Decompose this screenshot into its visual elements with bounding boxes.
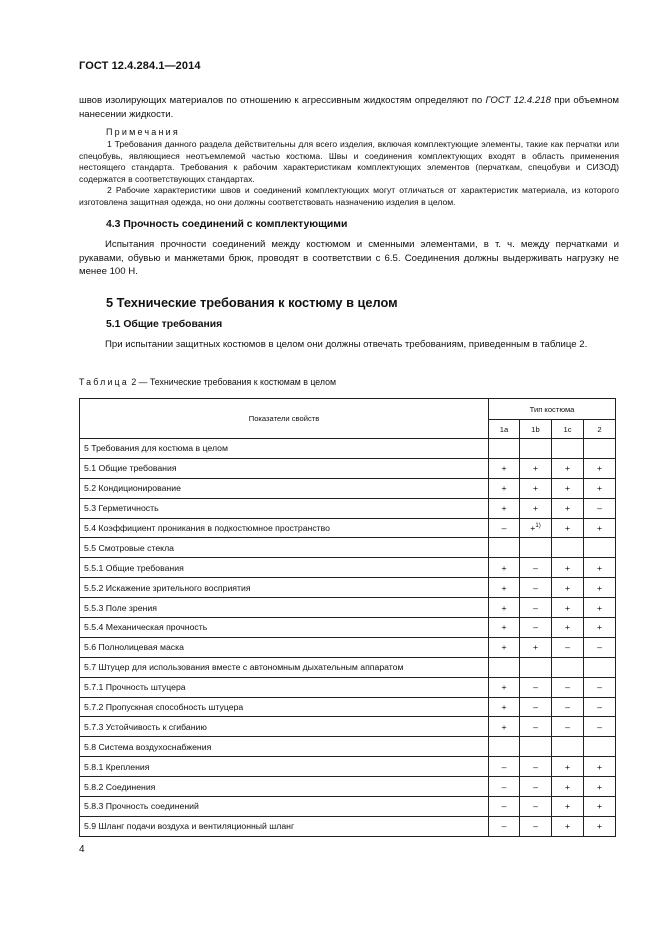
mark-cell: [489, 538, 520, 558]
mark-cell: [552, 797, 584, 817]
mark-cell: [489, 458, 520, 478]
property-column-header: Показатели свойств: [80, 399, 489, 439]
row-label: 5.4 Коэффициент проникания в подкостюмное пространство: [80, 518, 489, 538]
row-label: 5.7.1 Прочность штуцера: [80, 677, 489, 697]
table-row: [80, 777, 616, 797]
mark-cell: [584, 538, 616, 558]
table-row: [80, 598, 616, 618]
mark-cell: [552, 757, 584, 777]
mark-cell: [489, 598, 520, 618]
mark-cell: [584, 777, 616, 797]
mark-value: +: [564, 801, 571, 812]
mark-cell: [520, 816, 552, 836]
mark-value: +: [564, 483, 571, 494]
mark-cell: [552, 697, 584, 717]
mark-cell: [520, 558, 552, 578]
row-label: 5.8.2 Соединения: [80, 777, 489, 797]
mark-value: +: [596, 781, 603, 792]
mark-value: +: [564, 781, 571, 792]
mark-cell: [520, 478, 552, 498]
mark-value: –: [533, 622, 538, 633]
mark-cell: [520, 598, 552, 618]
mark-value: +: [501, 682, 507, 693]
mark-value: –: [533, 721, 538, 732]
mark-cell: [552, 717, 584, 737]
mark-value: +: [501, 463, 507, 474]
type-1c-header: 1c: [552, 420, 584, 439]
mark-cell: [489, 797, 520, 817]
mark-value: +: [564, 602, 571, 613]
mark-value: –: [533, 781, 538, 792]
mark-value: +: [501, 622, 507, 633]
mark-value: +: [532, 483, 539, 494]
mark-value: –: [533, 702, 538, 713]
row-label: 5 Требования для костюма в целом: [80, 439, 489, 459]
mark-value: +: [596, 523, 603, 533]
notes-title: Примечания: [106, 127, 180, 137]
type-2-header: 2: [584, 420, 616, 439]
mark-value: –: [501, 761, 507, 772]
mark-value: –: [597, 642, 602, 653]
mark-cell: [584, 478, 616, 498]
mark-value: –: [533, 602, 538, 613]
mark-cell: [552, 578, 584, 598]
mark-value: +: [501, 702, 507, 713]
table-row: [80, 618, 616, 638]
mark-value: –: [533, 801, 538, 812]
mark-cell: [584, 458, 616, 478]
mark-cell: [552, 558, 584, 578]
mark-cell: [520, 637, 552, 657]
mark-cell: [520, 618, 552, 638]
row-label: 5.7.3 Устойчивость к сгибанию: [80, 717, 489, 737]
row-label: 5.8 Система воздухоснабжения: [80, 737, 489, 757]
mark-cell: [552, 439, 584, 459]
section-5-1-heading: 5.1 Общие требования: [106, 319, 223, 330]
mark-cell: [520, 538, 552, 558]
mark-value: +: [564, 523, 571, 533]
table-row: [80, 538, 616, 558]
mark-cell: [584, 717, 616, 737]
row-label: 5.8.1 Крепления: [80, 757, 489, 777]
mark-cell: [584, 816, 616, 836]
mark-value: –: [501, 781, 507, 792]
note-1: 1 Требования данного раздела действительны для всего изделия, включая комплектующие элементы, такие как перчатки или спецобувь, являющиеся неотъемлемой частью костюма. Швы и соединения комплектующих входят в область применения нестоящего стандарта. Требования к рабочим характеристикам комплектующих элементов (перчаткам, спецобуви и СИЗОД) содержатся в соответствующих стандартах.: [79, 139, 619, 185]
mark-cell: [489, 439, 520, 459]
mark-cell: [584, 618, 616, 638]
mark-value: –: [597, 503, 602, 514]
table-row: [80, 439, 616, 459]
mark-value: –: [533, 562, 538, 573]
mark-value: –: [501, 821, 507, 832]
mark-value: –: [565, 702, 570, 713]
mark-cell: [584, 797, 616, 817]
mark-cell: [489, 816, 520, 836]
table-row: [80, 578, 616, 598]
mark-cell: [552, 637, 584, 657]
mark-cell: [584, 677, 616, 697]
section-4-3-text: Испытания прочности соединений между костюмом и сменными элементами, в т. ч. между перчатками и рукавами, обувью и манжетами брюк, проводят в соответствии с 6.5. Соединения должны выдерживать нагрузку не менее 100 Н.: [79, 239, 619, 277]
mark-value: –: [501, 523, 507, 533]
note-2: 2 Рабочие характеристики швов и соединений комплектующих могут отличаться от характеристик материала, из которого изготовлена защитная одежда, но они должны соответствовать назначению изделия в целом.: [79, 185, 619, 207]
mark-cell: [489, 578, 520, 598]
mark-cell: [489, 777, 520, 797]
mark-value: –: [597, 682, 602, 693]
type-1b-header: 1b: [520, 420, 552, 439]
section-5-1-text: При испытании защитных костюмов в целом они должны отвечать требованиям, приведенным в таблице 2.: [105, 339, 588, 350]
mark-value: +: [501, 503, 507, 514]
mark-value: +: [596, 602, 603, 613]
mark-value: –: [597, 702, 602, 713]
mark-cell: [552, 618, 584, 638]
mark-cell: [552, 598, 584, 618]
row-label: 5.9 Шланг подачи воздуха и вентиляционный шланг: [80, 816, 489, 836]
section-5-heading: 5 Технические требования к костюму в целом: [106, 295, 398, 310]
mark-cell: [552, 518, 584, 538]
mark-value: +: [564, 582, 571, 593]
mark-cell: [489, 498, 520, 518]
mark-cell: [489, 677, 520, 697]
table-row: [80, 558, 616, 578]
mark-value: –: [565, 642, 570, 653]
mark-cell: [584, 737, 616, 757]
mark-cell: [584, 657, 616, 677]
mark-cell: [552, 677, 584, 697]
mark-value: +: [564, 821, 571, 832]
mark-value: +: [596, 761, 603, 772]
mark-cell: [552, 816, 584, 836]
row-label: 5.1 Общие требования: [80, 458, 489, 478]
mark-cell: [520, 777, 552, 797]
mark-cell: [520, 697, 552, 717]
mark-cell: [489, 717, 520, 737]
table-row: [80, 797, 616, 817]
table-caption: Таблица 2 — Технические требования к костюмам в целом: [79, 377, 337, 387]
mark-cell: [584, 558, 616, 578]
mark-cell: [520, 717, 552, 737]
mark-value: +: [564, 562, 571, 573]
mark-cell: [552, 458, 584, 478]
mark-value: –: [533, 761, 538, 772]
mark-cell: [489, 478, 520, 498]
mark-cell: [520, 439, 552, 459]
row-label: 5.8.3 Прочность соединений: [80, 797, 489, 817]
mark-cell: [520, 458, 552, 478]
mark-value: +: [564, 622, 571, 633]
table-row: [80, 458, 616, 478]
mark-value: +: [596, 622, 603, 633]
requirements-table: [79, 398, 616, 837]
mark-value: –: [565, 682, 570, 693]
table-row: [80, 697, 616, 717]
mark-cell: [520, 657, 552, 677]
mark-cell: [584, 697, 616, 717]
mark-cell: [584, 498, 616, 518]
table-row: [80, 657, 616, 677]
mark-value: +: [596, 582, 603, 593]
mark-cell: [489, 757, 520, 777]
mark-cell: [552, 657, 584, 677]
table-row: [80, 816, 616, 836]
mark-value: –: [533, 582, 538, 593]
mark-cell: [520, 797, 552, 817]
mark-value: +: [564, 761, 571, 772]
mark-value: +: [596, 463, 603, 474]
mark-cell: [520, 498, 552, 518]
table-row: [80, 637, 616, 657]
mark-value: +: [501, 602, 507, 613]
document-header: ГОСТ 12.4.284.1—2014: [79, 60, 201, 72]
mark-value: –: [597, 721, 602, 732]
mark-value: +: [532, 503, 539, 514]
table-row: [80, 717, 616, 737]
mark-cell: [584, 598, 616, 618]
row-label: 5.5.3 Поле зрения: [80, 598, 489, 618]
row-label: 5.5.4 Механическая прочность: [80, 618, 489, 638]
mark-cell: [489, 657, 520, 677]
mark-cell: [489, 558, 520, 578]
mark-value: +: [596, 562, 603, 573]
mark-value: –: [533, 821, 538, 832]
mark-value: –: [533, 682, 538, 693]
mark-value: +: [532, 463, 539, 474]
mark-value: +: [596, 801, 603, 812]
row-label: 5.5 Смотровые стекла: [80, 538, 489, 558]
mark-value: +: [596, 821, 603, 832]
mark-value: +: [501, 582, 507, 593]
row-label: 5.2 Кондиционирование: [80, 478, 489, 498]
mark-value: +: [501, 562, 507, 573]
row-label: 5.3 Герметичность: [80, 498, 489, 518]
mark-cell: [584, 637, 616, 657]
standard-reference: ГОСТ 12.4.218: [485, 95, 551, 106]
mark-cell: [552, 737, 584, 757]
row-label: 5.5.1 Общие требования: [80, 558, 489, 578]
intro-paragraph: швов изолирующих материалов по отношению к агрессивным жидкостям определяют по ГОСТ 12.4.218 при объемном нанесении жидкости.: [79, 95, 620, 120]
row-label: 5.7.2 Пропускная способность штуцера: [80, 697, 489, 717]
mark-cell: [520, 757, 552, 777]
mark-value: –: [565, 721, 570, 732]
table-row: [80, 478, 616, 498]
mark-cell: [520, 677, 552, 697]
mark-value: +: [564, 463, 571, 474]
mark-cell: [520, 578, 552, 598]
mark-cell: [552, 478, 584, 498]
table-row: [80, 757, 616, 777]
suit-type-header: Тип костюма: [489, 399, 616, 420]
mark-cell: [584, 757, 616, 777]
table-row: [80, 518, 616, 538]
table-row: [80, 737, 616, 757]
footnote-marker: 1): [535, 523, 541, 529]
mark-value: +: [532, 642, 539, 653]
table-row: [80, 498, 616, 518]
table-row: [80, 677, 616, 697]
mark-value: +: [564, 503, 571, 514]
row-label: 5.6 Полнолицевая маска: [80, 637, 489, 657]
mark-cell: [489, 518, 520, 538]
mark-cell: [489, 637, 520, 657]
mark-value: +: [530, 523, 536, 533]
page-number: 4: [79, 844, 85, 855]
mark-cell: [520, 518, 552, 538]
mark-cell: [584, 578, 616, 598]
mark-value: +: [501, 483, 507, 494]
mark-cell: [520, 737, 552, 757]
mark-cell: [489, 737, 520, 757]
mark-cell: [584, 518, 616, 538]
mark-cell: [584, 439, 616, 459]
mark-value: +: [501, 721, 507, 732]
type-1a-header: 1a: [489, 420, 520, 439]
section-4-3-heading: 4.3 Прочность соединений с комплектующими: [106, 219, 348, 230]
mark-value: +: [501, 642, 507, 653]
mark-cell: [552, 538, 584, 558]
row-label: 5.5.2 Искажение зрительного восприятия: [80, 578, 489, 598]
mark-cell: [552, 498, 584, 518]
mark-value: –: [501, 801, 507, 812]
row-label: 5.7 Штуцер для использования вместе с автономным дыхательным аппаратом: [80, 657, 489, 677]
mark-cell: [489, 618, 520, 638]
mark-value: +: [596, 483, 603, 494]
mark-cell: [489, 697, 520, 717]
mark-cell: [552, 777, 584, 797]
